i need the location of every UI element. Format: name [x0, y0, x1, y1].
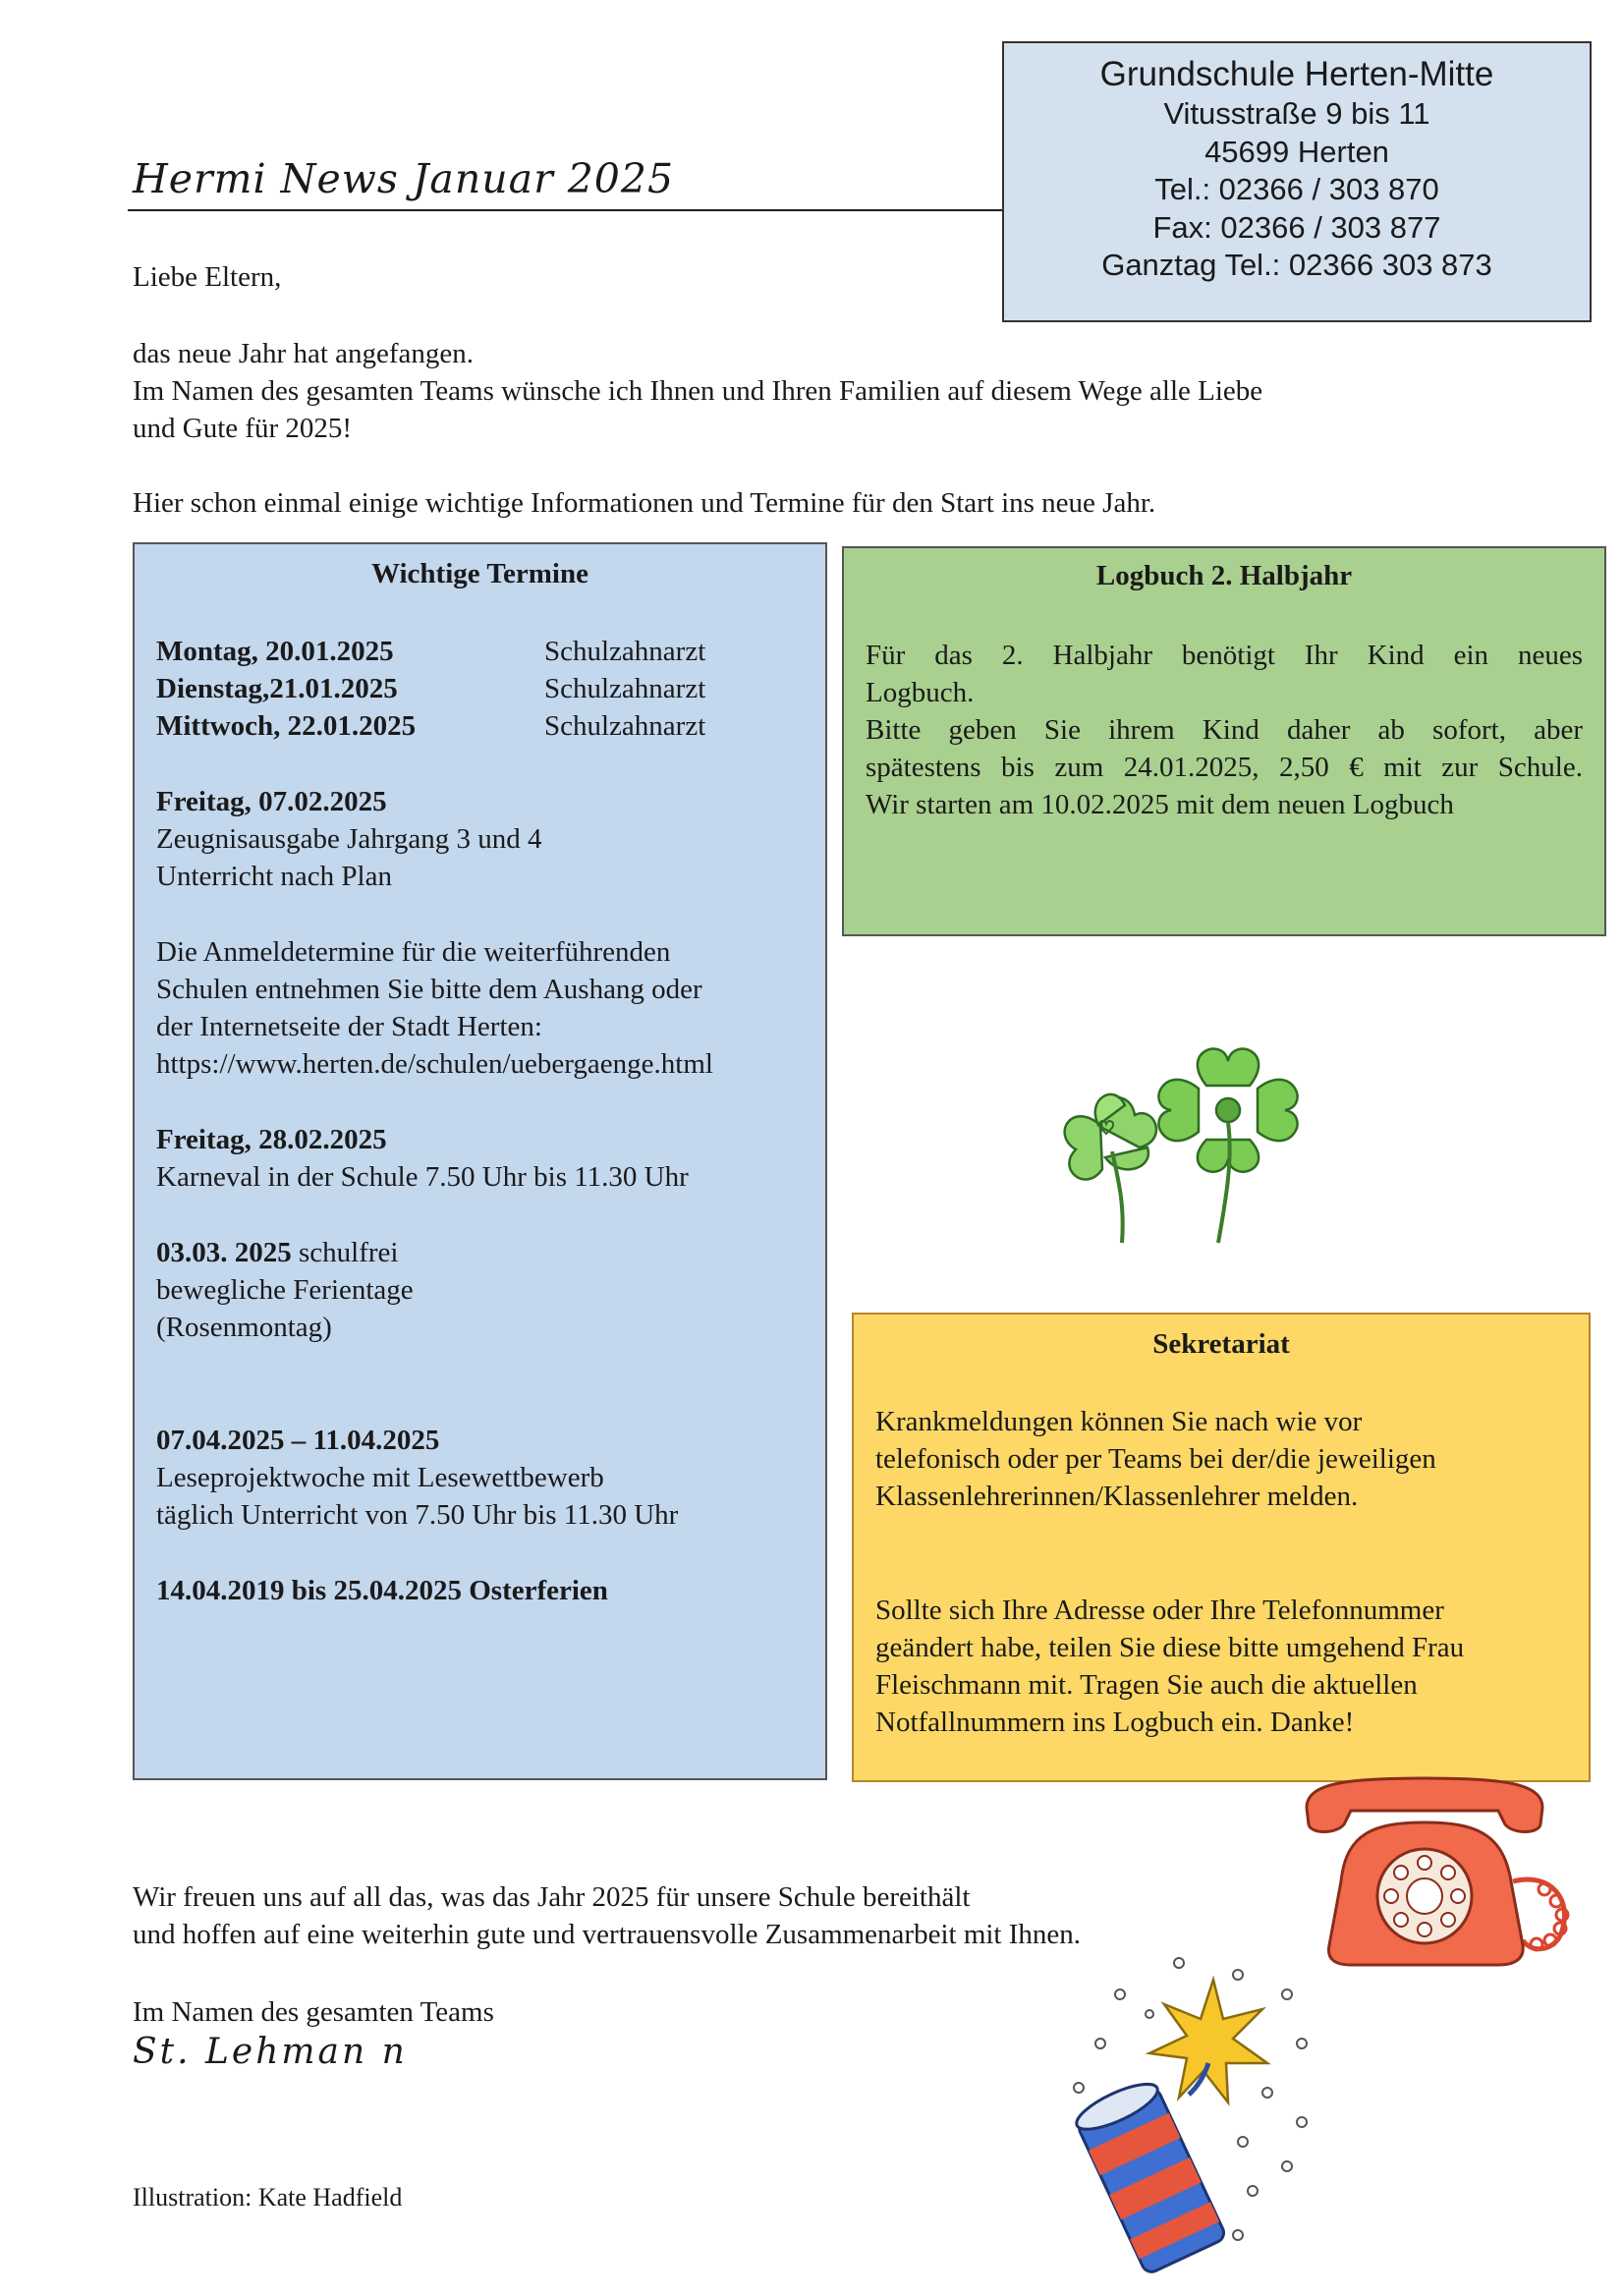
krankmeldung-line: Klassenlehrerinnen/Klassenlehrer melden.	[875, 1481, 1359, 1512]
rosenmontag-text: bewegliche Ferientage	[156, 1274, 414, 1306]
team-line: Im Namen des gesamten Teams	[133, 1996, 494, 2028]
school-phone: Tel.: 02366 / 303 870	[1154, 172, 1439, 206]
school-name: Grundschule Herten-Mitte	[1099, 55, 1494, 93]
intro-paragraph	[133, 335, 1508, 447]
krankmeldung-text	[875, 1403, 1436, 1515]
school-fax: Fax: 02366 / 303 877	[1152, 209, 1441, 245]
zeugnis-text: Unterricht nach Plan	[156, 861, 392, 892]
adresse-line: geändert habe, teilen Sie diese bitte umgehend Frau	[875, 1632, 1465, 1663]
adresse-text	[875, 1592, 1464, 1741]
rosenmontag-line	[156, 1234, 398, 1271]
sekretariat-box	[852, 1313, 1591, 1782]
school-city: 45699 Herten	[1204, 134, 1389, 169]
intro-line: das neue Jahr hat angefangen.	[133, 338, 475, 369]
zeugnis-date: Freitag, 07.02.2025	[156, 786, 387, 817]
zahnarzt-date: Dienstag,21.01.2025	[156, 673, 398, 704]
clover-icon	[1032, 1032, 1326, 1258]
rosenmontag-suffix: schulfrei	[291, 1237, 399, 1268]
closing-line: Wir freuen uns auf all das, was das Jahr 2025 für unsere Schule bereithält	[133, 1881, 971, 1913]
greeting: Liebe Eltern,	[133, 261, 282, 293]
logbuch-line: Bitte geben Sie ihrem Kind daher ab sofort, aber	[866, 714, 1583, 746]
krankmeldung-line: Krankmeldungen können Sie nach wie vor	[875, 1406, 1363, 1437]
zahnarzt-event: Schulzahnarzt	[544, 710, 706, 742]
rosenmontag-text: (Rosenmontag)	[156, 1312, 332, 1343]
logbuch-text	[866, 637, 1583, 823]
logbuch-line: Wir starten am 10.02.2025 mit dem neuen Logbuch	[866, 789, 1454, 820]
termine-box	[133, 542, 827, 1780]
zahnarzt-event: Schulzahnarzt	[544, 673, 706, 704]
osterferien: 14.04.2019 bis 25.04.2025 Osterferien	[156, 1575, 608, 1606]
logbuch-line: spätestens bis zum 24.01.2025, 2,50 € mit zur Schule.	[866, 752, 1583, 783]
adresse-line: Fleischmann mit. Tragen Sie auch die aktuellen	[875, 1669, 1418, 1701]
anmeldung-text: der Internetseite der Stadt Herten:	[156, 1011, 542, 1042]
lesewoche-date: 07.04.2025 – 11.04.2025	[156, 1425, 440, 1456]
logbuch-line: Logbuch.	[866, 677, 975, 708]
zahnarzt-date: Mittwoch, 22.01.2025	[156, 710, 417, 742]
logbuch-heading: Logbuch 2. Halbjahr	[1095, 560, 1353, 591]
ganztag-phone: Ganztag Tel.: 02366 303 873	[1101, 248, 1492, 282]
school-street: Vitusstraße 9 bis 11	[1163, 96, 1430, 131]
karneval-text: Karneval in der Schule 7.50 Uhr bis 11.30 Uhr	[156, 1161, 689, 1193]
signature: St. Lehman n	[133, 2032, 408, 2072]
karneval-date: Freitag, 28.02.2025	[156, 1124, 387, 1155]
firework-rocket-icon	[1041, 1955, 1356, 2279]
termine-heading: Wichtige Termine	[371, 558, 588, 589]
lead-sentence: Hier schon einmal einige wichtige Informationen und Termine für den Start ins neue Jahr.	[133, 487, 1156, 519]
anmeldung-text: Schulen entnehmen Sie bitte dem Aushang oder	[156, 974, 702, 1005]
title-divider	[128, 209, 1005, 211]
rosenmontag-date: 03.03. 2025	[156, 1237, 292, 1268]
logbuch-box	[842, 546, 1606, 936]
telephone-icon	[1287, 1764, 1582, 1980]
zahnarzt-event: Schulzahnarzt	[544, 636, 706, 667]
lesewoche-text: täglich Unterricht von 7.50 Uhr bis 11.30 Uhr	[156, 1499, 679, 1531]
closing-paragraph	[133, 1878, 1081, 1953]
logbuch-line: Für das 2. Halbjahr benötigt Ihr Kind ein neues	[866, 640, 1583, 671]
intro-line: und Gute für 2025!	[133, 413, 353, 444]
zahnarzt-date: Montag, 20.01.2025	[156, 636, 394, 667]
adresse-line: Sollte sich Ihre Adresse oder Ihre Telefonnummer	[875, 1595, 1444, 1626]
illustration-credit: Illustration: Kate Hadfield	[133, 2183, 403, 2212]
page-title: Hermi News Januar 2025	[133, 155, 675, 202]
zeugnis-text: Zeugnisausgabe Jahrgang 3 und 4	[156, 823, 542, 855]
intro-line: Im Namen des gesamten Teams wünsche ich Ihnen und Ihren Familien auf diesem Wege alle Liebe	[133, 375, 1263, 407]
address-box	[1002, 41, 1592, 322]
lesewoche-text: Leseprojektwoche mit Lesewettbewerb	[156, 1462, 604, 1493]
closing-line: und hoffen auf eine weiterhin gute und vertrauensvolle Zusammenarbeit mit Ihnen.	[133, 1919, 1082, 1950]
sekretariat-heading: Sekretariat	[1152, 1328, 1290, 1360]
anmeldung-text: Die Anmeldetermine für die weiterführenden	[156, 936, 671, 968]
krankmeldung-line: telefonisch oder per Teams bei der/die jeweiligen	[875, 1443, 1436, 1475]
adresse-line: Notfallnummern ins Logbuch ein. Danke!	[875, 1707, 1355, 1738]
anmeldung-link[interactable]: https://www.herten.de/schulen/uebergaenge.html	[156, 1048, 713, 1080]
